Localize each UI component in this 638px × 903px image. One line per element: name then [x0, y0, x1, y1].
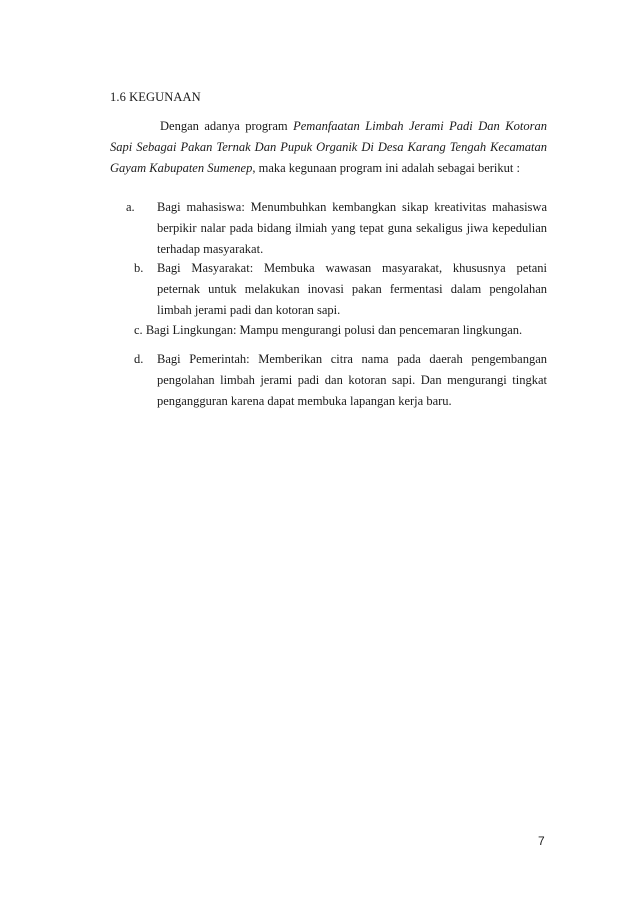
list-item: [134, 258, 547, 321]
program-title: Pemanfaatan Limbah Jerami Padi Dan Kotoran Sapi Sebagai Pakan Ternak Dan Pupuk Organik Di Desa Karang Tengah Kecamatan Gayam Kabupaten Sumenep: [110, 119, 547, 175]
intro-text-end: , maka kegunaan program ini adalah sebagai berikut :: [252, 161, 520, 175]
list-item-text: Bagi Lingkungan: Mampu mengurangi polusi dan pencemaran lingkungan.: [145, 323, 523, 337]
intro-paragraph: [110, 116, 547, 179]
list-item: [134, 320, 547, 341]
page-number: 7: [538, 834, 545, 848]
list-item-text: Bagi Masyarakat: Membuka wawasan masyarakat, khususnya petani peternak untuk melakukan inovasi pakan fermentasi dalam pengolahan limbah jerami padi dan kotoran sapi.: [157, 261, 547, 317]
intro-text-start: Dengan adanya program: [160, 119, 294, 133]
list-item-text: Bagi Pemerintah: Memberikan citra nama pada daerah pengembangan pengolahan limbah jerami padi dan kotoran sapi. Dan mengurangi tingkat pengangguran karena dapat membuka lapangan kerja baru.: [157, 352, 547, 408]
list-marker: b.: [134, 261, 144, 275]
list-item-text: Bagi mahasiswa: Menumbuhkan kembangkan sikap kreativitas mahasiswa berpikir nalar pada bidang ilmiah yang tepat guna sekaligus jiwa kepedulian terhadap masyarakat.: [157, 200, 547, 256]
list-item: [126, 197, 547, 260]
list-marker: d.: [134, 352, 144, 366]
section-heading: 1.6 KEGUNAAN: [110, 90, 201, 104]
list-marker: a.: [126, 200, 135, 214]
list-marker: c.: [134, 323, 143, 337]
list-item: [134, 349, 547, 412]
